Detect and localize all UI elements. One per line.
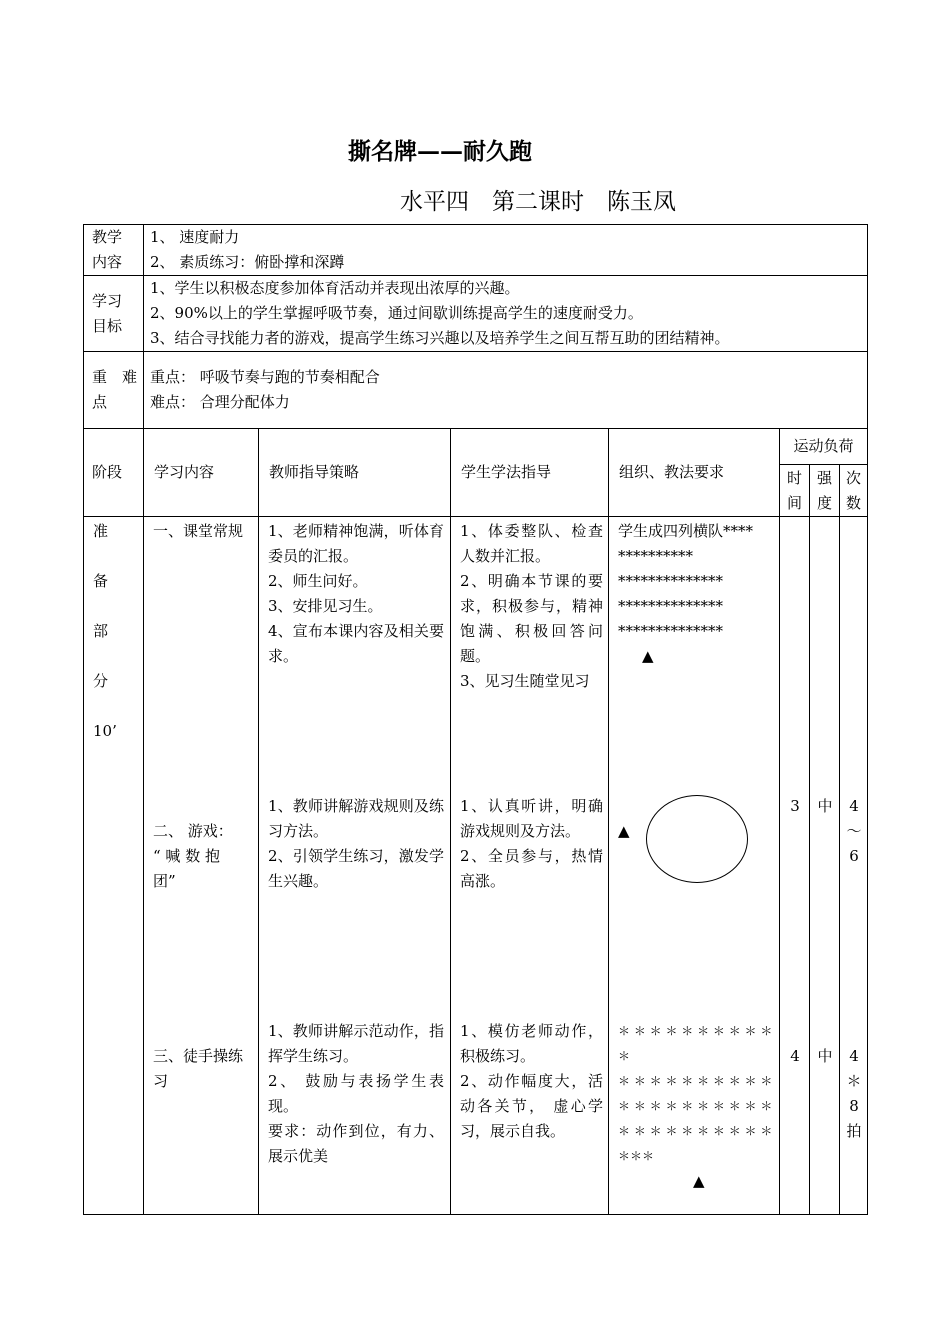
sec2-teacher: 1、教师讲解游戏规则及练习方法。 2、引领学生练习，激发学生兴趣。 xyxy=(268,797,444,890)
goals-row xyxy=(84,276,868,352)
lesson-plan-table xyxy=(83,224,868,1215)
sec1-teacher-marker: ▲ xyxy=(642,647,654,665)
page-subtitle: 水平四 第二课时 陈玉凤 xyxy=(400,189,676,215)
header-intensity: 强 度 xyxy=(810,465,840,517)
sec2-circle xyxy=(646,795,748,883)
goals-items: 1、学生以积极态度参加体育活动并表现出浓厚的兴趣。 2、90%以上的学生掌握呼吸节奏，通过间歇训练提高学生的速度耐受力。 3、结合寻找能力者的游戏，提高学生练习兴趣以及培养学生之间互帮互助的团结精神。 xyxy=(144,276,868,352)
header-student: 学生学法指导 xyxy=(451,429,609,517)
header-load: 运动负荷 xyxy=(780,429,868,465)
header-row xyxy=(84,429,868,465)
goals-label: 学习 目标 xyxy=(84,276,144,352)
sec1-teacher: 1、老师精神饱满，听体育委员的汇报。 2、师生问好。 3、安排见习生。 4、宣布本课内容及相关要求。 xyxy=(268,522,444,665)
sec2-student: 1、认真听讲，明确游戏规则及方法。 2、全员参与，热情高涨。 xyxy=(460,797,603,890)
sec3-intensity: 中 xyxy=(817,1047,833,1065)
count-cell xyxy=(840,517,868,1215)
sec1-student: 1、体委整队、检查人数并汇报。 2、明确本节课的要求，积极参与，精神饱满、积极回答问题。 3、见习生随堂见习 xyxy=(460,522,603,690)
sec2-time: 3 xyxy=(790,797,800,815)
sec2-count: 4 ～ 6 xyxy=(846,797,862,865)
content-items: 1、 速度耐力 2、 素质练习：俯卧撑和深蹲 xyxy=(144,225,868,276)
org-cell xyxy=(609,517,780,1215)
sec3-teacher: 1、教师讲解示范动作，指挥学生练习。 2、 鼓励与表扬学生表现。 要求：动作到位，有力、展示优美 xyxy=(268,1022,444,1165)
keypoints-items: 重点： 呼吸节奏与跑的节奏相配合 难点： 合理分配体力 xyxy=(144,352,868,429)
header-org: 组织、教法要求 xyxy=(609,429,780,517)
sec1-formation: 学生成四列横队**** ********** ************** ************** ************** xyxy=(618,522,754,640)
header-time: 时 间 xyxy=(780,465,810,517)
teacher-cell xyxy=(259,517,451,1215)
keypoints-label: 重 难 点 xyxy=(84,352,144,429)
sec1-learning: 一、课堂常规 xyxy=(153,522,244,540)
header-stage: 阶段 xyxy=(84,429,144,517)
content-label: 教学 内容 xyxy=(84,225,144,276)
header-count: 次 数 xyxy=(840,465,868,517)
keypoints-row xyxy=(84,352,868,429)
sec3-student: 1、模仿老师动作，积极练习。 2、动作幅度大，活动各关节， 虚心学习，展示自我。 xyxy=(460,1022,603,1140)
prep-section-row xyxy=(84,517,868,1215)
sec3-count: 4 ＊ 8 拍 xyxy=(846,1047,862,1140)
sec3-formation: ＊ ＊ ＊ ＊ ＊ ＊ ＊ ＊ ＊ ＊ ＊ ＊ ＊ ＊ ＊ ＊ ＊ ＊ ＊ ＊ ＊ ＊ ＊ ＊ ＊ ＊ ＊ ＊ ＊ ＊ ＊ ＊ ＊ ＊ ＊ ＊ ＊ ＊ ＊ ＊ ＊ ＊＊＊ xyxy=(618,1024,773,1163)
header-teacher: 教师指导策略 xyxy=(259,429,451,517)
student-cell xyxy=(451,517,609,1215)
content-row xyxy=(84,225,868,276)
sec2-learning: 二、 游戏： “ 喊 数 抱 团” xyxy=(153,822,233,890)
sec3-time: 4 xyxy=(790,1047,800,1065)
time-cell xyxy=(780,517,810,1215)
sec3-teacher-marker: ▲ xyxy=(693,1172,705,1190)
header-learning: 学习内容 xyxy=(144,429,259,517)
sec3-learning: 三、徒手操练 习 xyxy=(153,1047,244,1090)
stage-cell: 准 备 部 分 10’ xyxy=(84,517,144,1215)
intensity-cell xyxy=(810,517,840,1215)
page-title: 撕名牌——耐久跑 xyxy=(348,138,532,165)
sec2-intensity: 中 xyxy=(817,797,833,815)
sec2-teacher-marker: ▲ xyxy=(618,822,630,840)
learning-cell xyxy=(144,517,259,1215)
